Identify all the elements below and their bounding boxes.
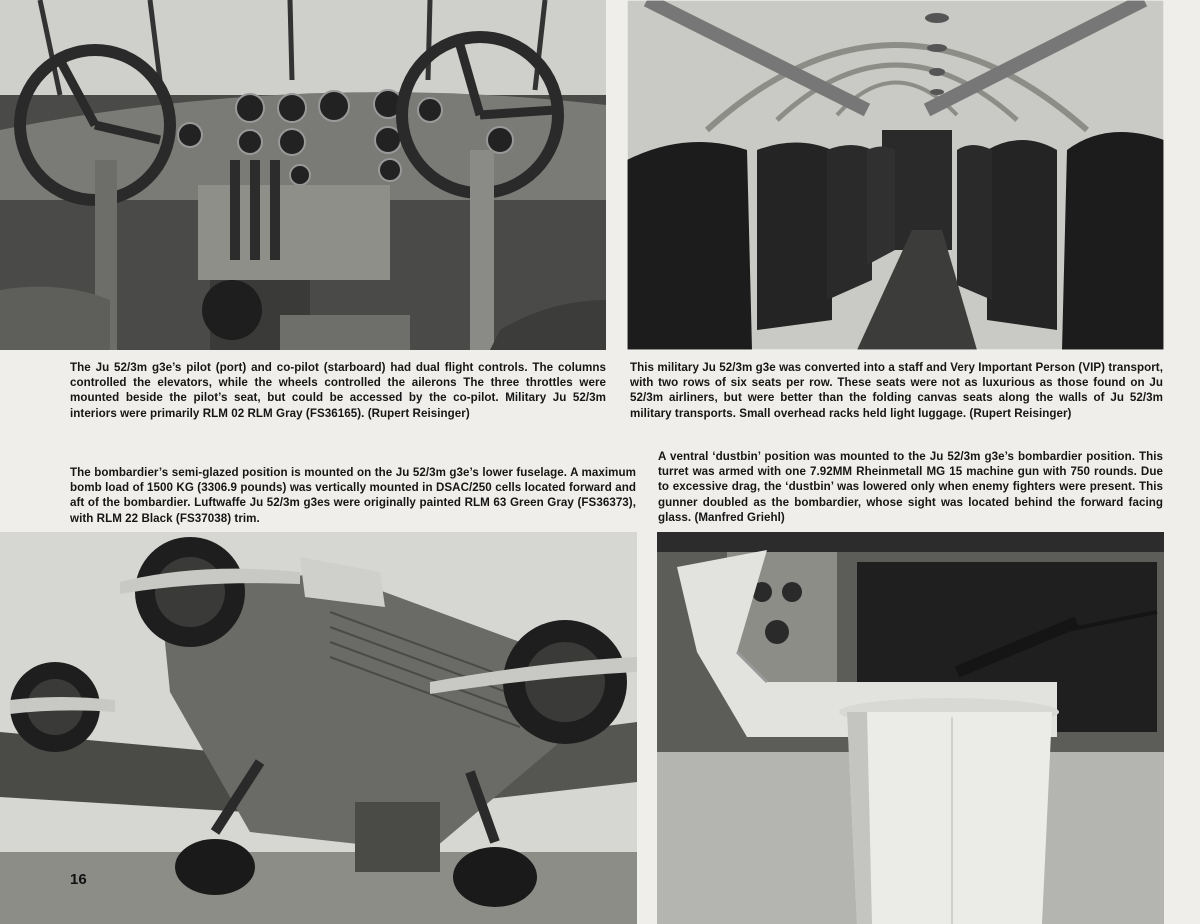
cabin-caption: This military Ju 52/3m g3e was converted into a staff and Very Important Person (VIP) transport, with two rows of six seats per row. These seats were not as luxurious as those found on Ju 52/3m airliners, but were better than the folding canvas seats along the walls of Ju 52/3m military transports. Small overhead racks held light luggage. (Rupert Reisinger) (630, 361, 1163, 420)
page-number: 16 (70, 871, 87, 888)
dustbin-photo (657, 532, 1164, 924)
cockpit-caption: The Ju 52/3m g3e’s pilot (port) and co-pilot (starboard) had dual flight controls. The columns controlled the elevators, while the wheels controlled the ailerons The three throttles were mounted beside the pilot’s seat, but could be accessed by the co-pilot. Military Ju 52/3m interiors were primarily RLM 02 RLM Gray (FS36165). (Rupert Reisinger) (70, 361, 606, 420)
cockpit-photo (0, 0, 606, 350)
bombardier-caption: The bombardier’s semi-glazed position is mounted on the Ju 52/3m g3e’s lower fuselage. A maximum bomb load of 1500 KG (3306.9 pounds) was vertically mounted in DSAC/250 cells located forward and aft of the bombardier. Luftwaffe Ju 52/3m g3es were originally painted RLM 63 Green Gray (FS36373), with RLM 22 Black (FS37038) trim. (70, 466, 636, 525)
dustbin-caption: A ventral ‘dustbin’ position was mounted to the Ju 52/3m g3e’s bombardier position. This turret was armed with one 7.92MM Rheinmetall MG 15 machine gun with 750 rounds. Due to excessive drag, the ‘dustbin’ was lowered only when enemy fighters were present. This gunner doubled as the bombardier, whose sight was located behind the forward facing glass. (Manfred Griehl) (658, 450, 1163, 524)
cabin-photo (627, 0, 1164, 350)
aircraft-photo (0, 532, 637, 924)
